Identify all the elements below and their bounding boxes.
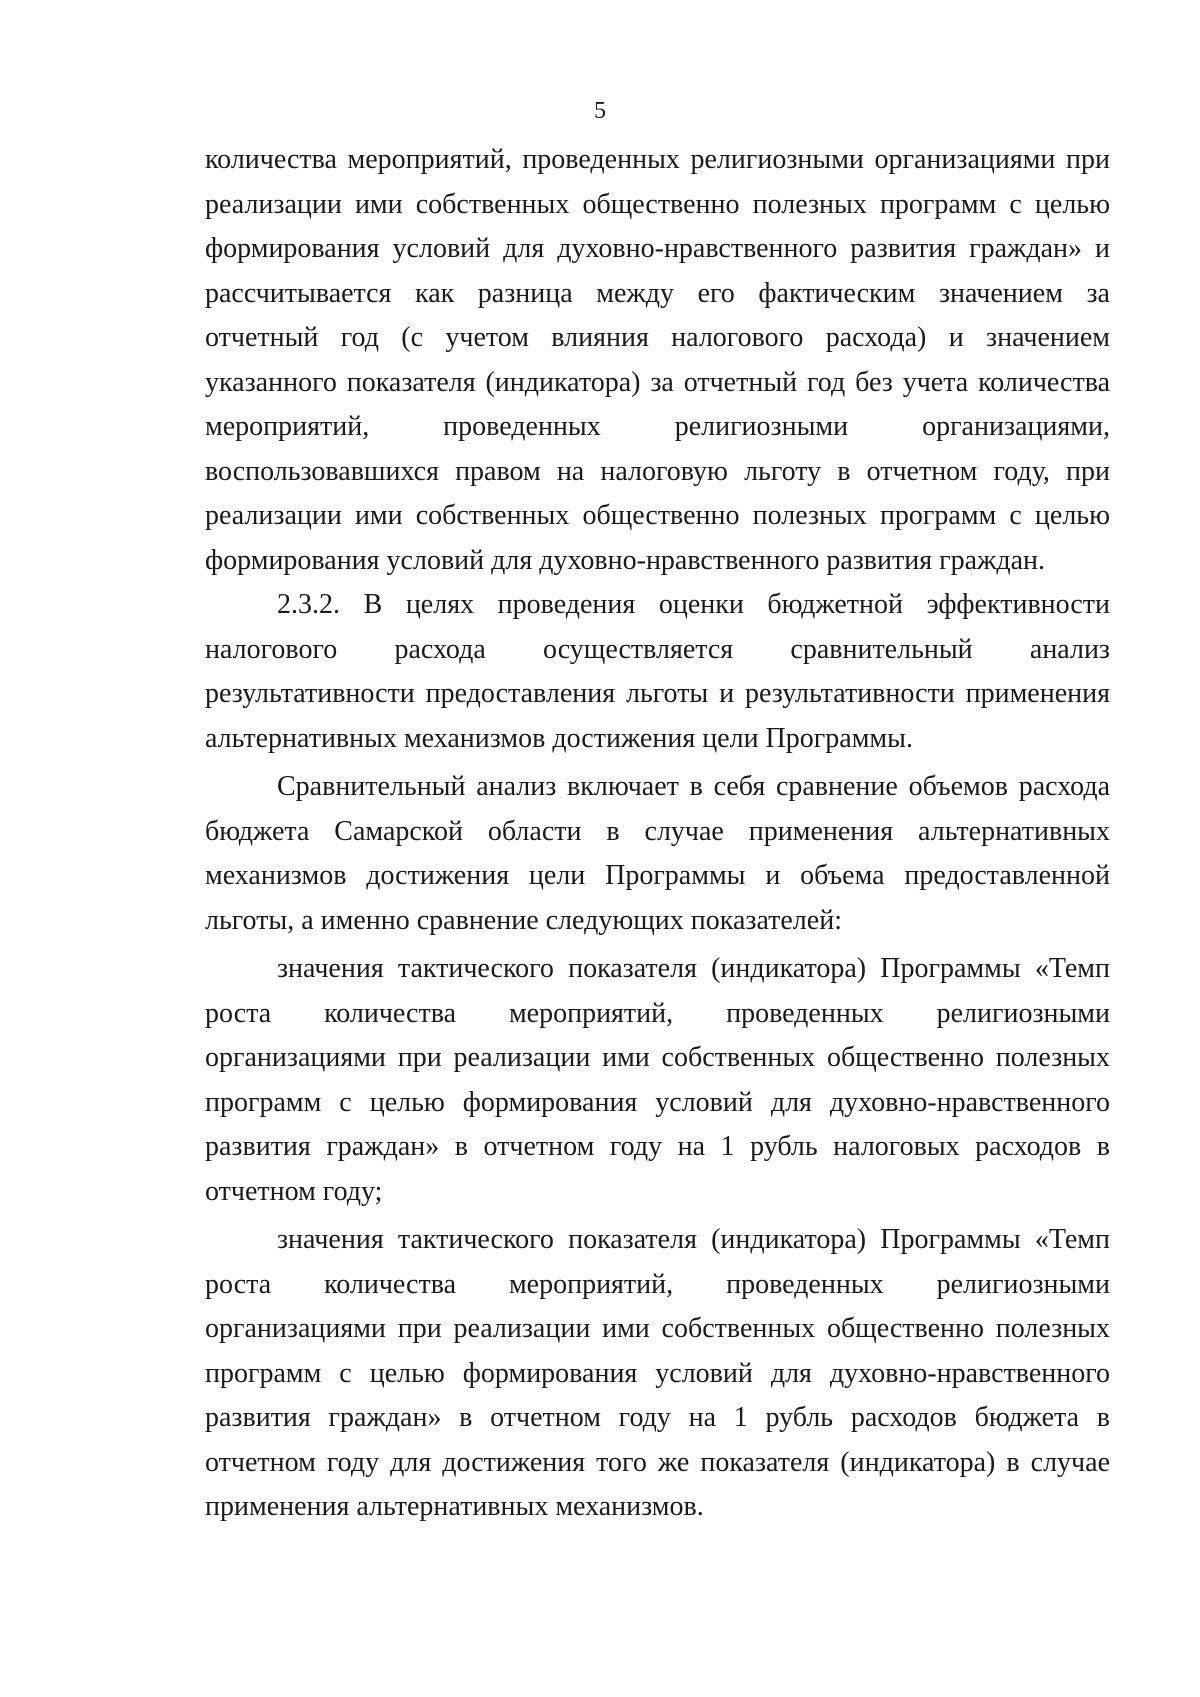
document-body (205, 138, 1110, 1530)
paragraph-continuation: количества мероприятий, проведенных религиозными организациями при реализации ими собственных общественно полезных программ с целью формирования условий для духовно-нравственного развития граждан» и рассчитывается как разница между его фактическим значением за отчетный год (с учетом влияния налогового расхода) и значением указанного показателя (индикатора) за отчетный год без учета количества мероприятий, проведенных религиозными организациями, воспользовавшихся правом на налоговую льготу в отчетном году, при реализации ими собственных общественно полезных программ с целью формирования условий для духовно-нравственного развития граждан. (205, 144, 1110, 576)
paragraph-2-3-2: 2.3.2. В целях проведения оценки бюджетной эффективности налогового расхода осуществляется сравнительный анализ результативности предоставления льготы и результативности применения альтернативных механизмов достижения цели Программы. (205, 589, 1110, 754)
paragraph-comparative-analysis: Сравнительный анализ включает в себя сравнение объемов расхода бюджета Самарской области в случае применения альтернативных механизмов достижения цели Программы и объема предоставленной льготы, а именно сравнение следующих показателей: (205, 771, 1110, 936)
paragraph-indicator-tax-expense: значения тактического показателя (индикатора) Программы «Темп роста количества мероприятий, проведенных религиозными организациями при реализации ими собственных общественно полезных программ с целью формирования условий для духовно-нравственного развития граждан» в отчетном году на 1 рубль налоговых расходов в отчетном году; (205, 953, 1110, 1207)
page-number: 5 (594, 98, 606, 124)
paragraph-indicator-budget-expense: значения тактического показателя (индикатора) Программы «Темп роста количества мероприятий, проведенных религиозными организациями при реализации ими собственных общественно полезных программ с целью формирования условий для духовно-нравственного развития граждан» в отчетном году на 1 рубль расходов бюджета в отчетном году для достижения того же показателя (индикатора) в случае применения альтернативных механизмов. (205, 1224, 1110, 1522)
